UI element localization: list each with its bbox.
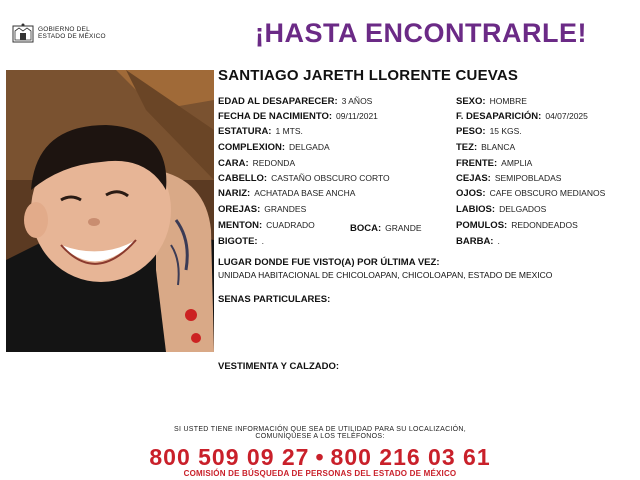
commission-name: COMISIÓN DE BÚSQUEDA DE PERSONAS DEL ESTADO DE MÉXICO — [183, 469, 457, 478]
estatura-field: ESTATURA: 1 MTS. — [218, 126, 303, 137]
boca-field: BOCA: GRANDE — [350, 223, 422, 234]
bigote-field: BIGOTE: . — [218, 236, 264, 247]
complexion-field: COMPLEXION: DELGADA — [218, 142, 330, 153]
vestimenta-block — [218, 356, 339, 374]
cejas-field: CEJAS: SEMIPOBLADAS — [456, 173, 562, 184]
logo-line1: GOBIERNO DEL — [38, 26, 90, 33]
cara-field: CARA: REDONDA — [218, 158, 296, 169]
government-logo — [12, 22, 106, 44]
frente-field: FRENTE: AMPLIA — [456, 158, 533, 169]
pomulos-field: POMULOS: REDONDEADOS — [456, 220, 578, 231]
sexo-field: SEXO: HOMBRE — [456, 96, 527, 107]
orejas-field: OREJAS: GRANDES — [218, 204, 307, 215]
lugar-value: UNIDADA HABITACIONAL DE CHICOLOAPAN, CHICOLOAPAN, ESTADO DE MEXICO — [218, 270, 553, 280]
barba-field: BARBA: . — [456, 236, 500, 247]
state-seal-icon — [12, 22, 34, 44]
cabello-field: CABELLO: CASTAÑO OBSCURO CORTO — [218, 173, 390, 184]
headline: ¡HASTA ENCONTRARLE! — [255, 18, 587, 48]
ojos-field: OJOS: CAFE OBSCURO MEDIANOS — [456, 188, 606, 199]
person-name: SANTIAGO JARETH LLORENTE CUEVAS — [218, 67, 519, 84]
missing-person-photo — [6, 70, 214, 352]
edad-field: EDAD AL DESAPARECER: 3 AÑOS — [218, 96, 373, 107]
senas-label: SENAS PARTICULARES: — [218, 294, 331, 305]
labios-field: LABIOS: DELGADOS — [456, 204, 547, 215]
phone-numbers — [0, 444, 640, 471]
fecha-desaparicion-field: F. DESAPARICIÓN: 04/07/2025 — [456, 111, 588, 122]
vestimenta-label: VESTIMENTA Y CALZADO: — [218, 361, 340, 372]
info-line2: COMUNÍQUESE A LOS TELÉFONOS: — [255, 433, 385, 440]
phone-separator: • — [315, 444, 325, 470]
info-line1: SI USTED TIENE INFORMACIÓN QUE SEA DE UTILIDAD PARA SU LOCALIZACIÓN, — [173, 426, 467, 433]
lugar-block — [218, 252, 552, 280]
senas-block — [218, 289, 330, 307]
lugar-label: LUGAR DONDE FUE VISTO(A) POR ÚLTIMA VEZ: — [218, 257, 440, 268]
fecha-nacimiento-field: FECHA DE NACIMIENTO: 09/11/2021 — [218, 111, 378, 122]
info-text — [0, 426, 640, 440]
phone-2[interactable]: 800 216 03 61 — [330, 444, 491, 470]
logo-line2: ESTADO DE MÉXICO — [38, 33, 106, 40]
menton-field: MENTON: CUADRADO — [218, 220, 315, 231]
nariz-field: NARIZ: ACHATADA BASE ANCHA — [218, 188, 356, 199]
phone-1[interactable]: 800 509 09 27 — [149, 444, 310, 470]
tez-field: TEZ: BLANCA — [456, 142, 516, 153]
peso-field: PESO: 15 KGS. — [456, 126, 522, 137]
